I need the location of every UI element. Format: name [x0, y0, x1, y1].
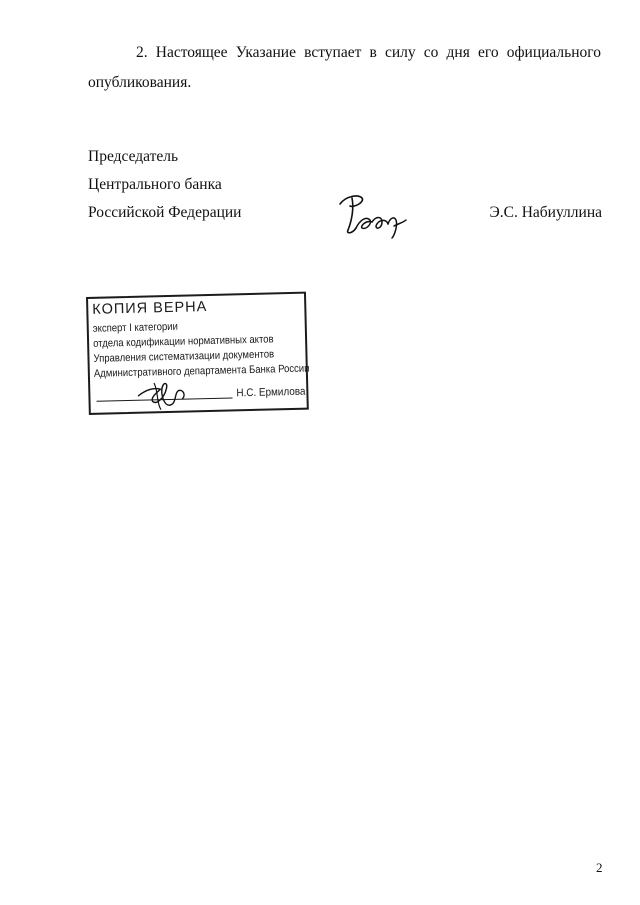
signatory-name: Э.С. Набиуллина: [489, 204, 602, 221]
page-number: 2: [596, 860, 603, 875]
handwritten-signature: [332, 186, 412, 241]
stamp-position: эксперт I категории: [92, 320, 178, 335]
stamp-signer-name: Н.С. Ермилова: [236, 385, 306, 400]
stamp-signature-icon: [134, 374, 195, 411]
signatory-title-line-1: Председатель: [88, 148, 179, 165]
clause-paragraph: 2. Настоящее Указание вступает в силу со дня его официального опубликования.: [88, 44, 601, 91]
stamp-title: КОПИЯ ВЕРНА: [92, 299, 208, 318]
copy-certification-stamp: [86, 292, 309, 415]
stamp-organization: Административного департамента Банка России: [93, 362, 310, 380]
signatory-title-line-2: Центрального банка: [88, 176, 222, 193]
stamp-directorate: Управления систематизации документов: [93, 348, 275, 365]
stamp-department: отдела кодификации нормативных актов: [92, 333, 274, 350]
signatory-title-line-3: Российской Федерации: [88, 204, 242, 221]
